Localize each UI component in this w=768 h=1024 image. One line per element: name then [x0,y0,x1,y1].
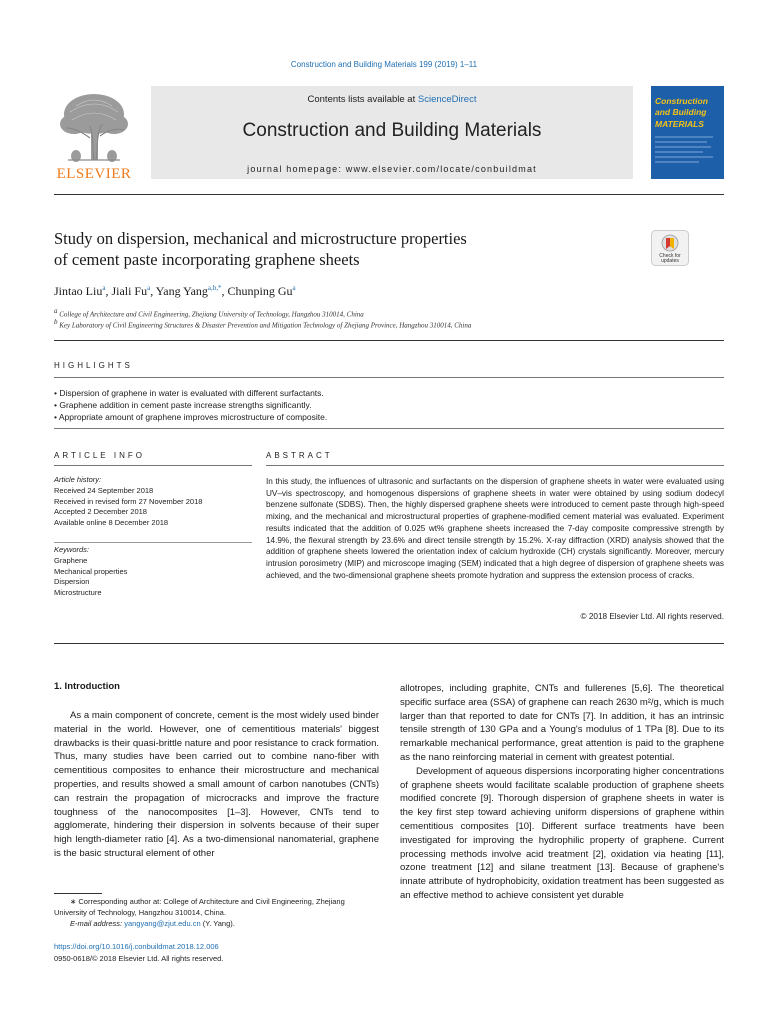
journal-cover-image [651,86,724,179]
author-affiliation-mark[interactable]: a,b,* [207,284,222,292]
author-list: Jintao Liu$^a$, Jiali Fu$^a$, Yang Yang$^{a,b,*}$, Chunping Gu$^a$ [54,284,296,298]
abstract-body: In this study, the influences of ultrasonic and surfactants on the dispersion of graphene sheets in water were evaluated using UV–vis spectroscopy, and homogenous dispersions of graphene sheets in water were obtained by using sodium dodecyl benzene sulfonate (SDBS). Then, the highly dispersed graphene sheets were introduced to cement paste through high-speed mixing, and the mechanical and microstructural properties of graphene-modified cement material was evaluated. Experiment results indicated that the addition of 0.025 wt% graphene sheets increased the 7-day composite compressive strength by 14.9%, the flexural strength by 23.6% and direct tensile strength by 15.2%. X-ray diffraction (XRD) analysis showed that the addition of graphene sheets lowered the orientation index of calcium hydroxide (CH) crystals significantly. Moreover, mercury intrusion porosimetry (MIP) and microscope imaging (SEM) indicated that a high degree of dispersion of graphene sheets was achieved, and the two-dimensional graphene sheets promote hydration and suppress the extension process of cracks. [266,477,724,580]
affiliation-mark: b [54,318,58,326]
history-entry: Received in revised form 27 November 2018 [54,496,203,506]
author-name[interactable]: Chunping Gu [227,284,293,298]
affiliation-text: College of Architecture and Civil Engineering, Zhejiang University of Technology, Hangzhou 310014, China [59,310,364,319]
keyword: Dispersion [54,577,90,587]
divider [266,465,724,466]
body-column-right [400,682,724,903]
article-info-heading: ARTICLE INFO [54,451,145,460]
highlights-heading: HIGHLIGHTS [54,361,133,370]
highlight-item: • Appropriate amount of graphene improves microstructure of composite. [54,412,328,422]
contents-line [151,94,633,105]
keyword: Microstructure [54,588,102,598]
author-affiliation-mark[interactable]: a [147,284,151,292]
highlight-text: Appropriate amount of graphene improves microstructure of composite. [58,412,328,422]
cover-title-line: and Building [655,107,707,117]
body-paragraph: allotropes, including graphite, CNTs and fullerenes [5,6]. The theoretical specific surface area (SSA) of graphene can reach 2630 m²/g, which is much larger than that reported to date for CNTs [7]. In addition, it has an intrinsic tensile strength of 130 GPa and a Young's modulus of 1 TPa [8]. Due to its remarkable mechanical performance, great attention is paid to the graphene as the nano reinforcing material in cement with greatest potential. [400,683,724,763]
body-paragraph: Development of aqueous dispersions incorporating higher concentrations of graphene sheets would facilitate scalable production of graphene sheets modified concrete [9]. Thorough dispersion of graphene sheets in water is the key first step toward achieving uniform dispersions of graphene within cementitious composites [10]. Different surface treatments have been investigated for improving the hydrophilic property of graphene. Current processing methods involve acid treatment [2], oxidation via heating [11], ozone treatment [12] and silane treatment [13]. Because of graphene's innate attribute of hydrophobicity, oxidation treatment has been suggested as an effective method to achieve consistent yet durable [400,765,724,901]
paper-title [54,228,614,270]
footnote-email-line [54,918,379,929]
footnote-divider [54,893,102,894]
author-affiliation-mark[interactable]: a [292,284,296,292]
email-suffix: (Y. Yang). [202,919,235,928]
article-history [54,475,202,529]
keywords [54,545,127,599]
cover-title-line: MATERIALS [655,119,704,129]
paper-title-line: of cement paste incorporating graphene sheets [54,250,360,269]
divider [54,643,724,644]
affiliation-mark: a [54,307,58,315]
highlight-item: • Graphene addition in cement paste increase strengths significantly. [54,400,312,410]
corresponding-author-footnote [54,896,379,929]
footnote-text: ∗ Corresponding author at: College of Architecture and Civil Engineering, Zhejiang University of Technology, Hangzhou 310014, China. [54,897,345,917]
divider [54,542,252,543]
history-entry: Available online 8 December 2018 [54,518,169,528]
journal-masthead [151,86,633,179]
affiliation-text: Key Laboratory of Civil Engineering Structures & Disaster Prevention and Mitigation Technology of Zhejiang Province, Hangzhou 310014, China [59,321,472,330]
keywords-label: Keywords: [54,545,90,554]
affiliation [54,307,364,318]
journal-homepage-link[interactable]: journal homepage: www.elsevier.com/locate/conbuildmat [247,164,537,174]
section-heading-introduction: 1. Introduction [54,681,120,692]
badge-text: Check for [659,253,681,259]
journal-reference[interactable]: Construction and Building Materials 199 (2019) 1–11 [290,60,478,69]
cover-title-line: Construction [655,96,708,106]
highlight-item: • Dispersion of graphene in water is evaluated with different surfactants. [54,388,324,398]
divider [54,194,724,195]
contents-prefix: Contents lists available at [307,94,418,105]
author-name[interactable]: Jiali Fu [111,284,148,298]
history-entry: Accepted 2 December 2018 [54,507,147,517]
email-label: E-mail address: [70,919,123,928]
highlight-text: Dispersion of graphene in water is evaluated with different surfactants. [59,388,324,398]
check-for-updates-icon[interactable] [651,230,689,266]
publisher-name: ELSEVIER [56,166,132,182]
issn-copyright: 0950-0618/© 2018 Elsevier Ltd. All rights reserved. [54,954,224,963]
divider [54,377,724,378]
doi-link[interactable]: https://doi.org/10.1016/j.conbuildmat.2018.12.006 [54,942,219,951]
abstract-copyright: © 2018 Elsevier Ltd. All rights reserved. [580,612,724,621]
paper-title-line: Study on dispersion, mechanical and microstructure properties [54,229,467,248]
journal-name: Construction and Building Materials [242,120,542,141]
author-name[interactable]: Yang Yang [155,284,208,298]
affiliation [54,318,471,329]
history-entry: Received 24 September 2018 [54,485,154,495]
divider [54,428,724,429]
abstract-heading: ABSTRACT [266,451,333,460]
email-link[interactable]: yangyang@zjut.edu.cn [124,919,201,928]
author-name[interactable]: Jintao Liu [54,284,103,298]
divider [54,340,724,341]
cover-text-lines [655,134,719,174]
keyword: Graphene [54,555,88,565]
body-paragraph: As a main component of concrete, cement is the most widely used binder material in the world. However, one of cementitious materials' biggest drawbacks is their quasi-brittle nature and poor resistance to crack formation. Thus, many studies have been carried out to combine nano-fiber with cementitious composites to enhance their microstructure and mechanical properties, and results showed a small amount of carbon nanotubes (CNTs) can restrain the propagation of microcracks and improve the fracture toughness of the nanocomposites [1–3]. However, CNTs tend to agglomerate, hindering their dispersion in solvents because of their super high length-diameter ratio [4]. As a two-dimensional nanomaterial, graphene is the basic structural element of other [54,710,379,859]
sciencedirect-link[interactable]: ScienceDirect [417,94,477,105]
divider [54,465,252,466]
history-label: Article history: [54,475,102,484]
author-affiliation-mark[interactable]: a [102,284,106,292]
keyword: Mechanical properties [54,566,128,576]
badge-text: updates [661,258,679,264]
highlight-text: Graphene addition in cement paste increase strengths significantly. [59,400,312,410]
